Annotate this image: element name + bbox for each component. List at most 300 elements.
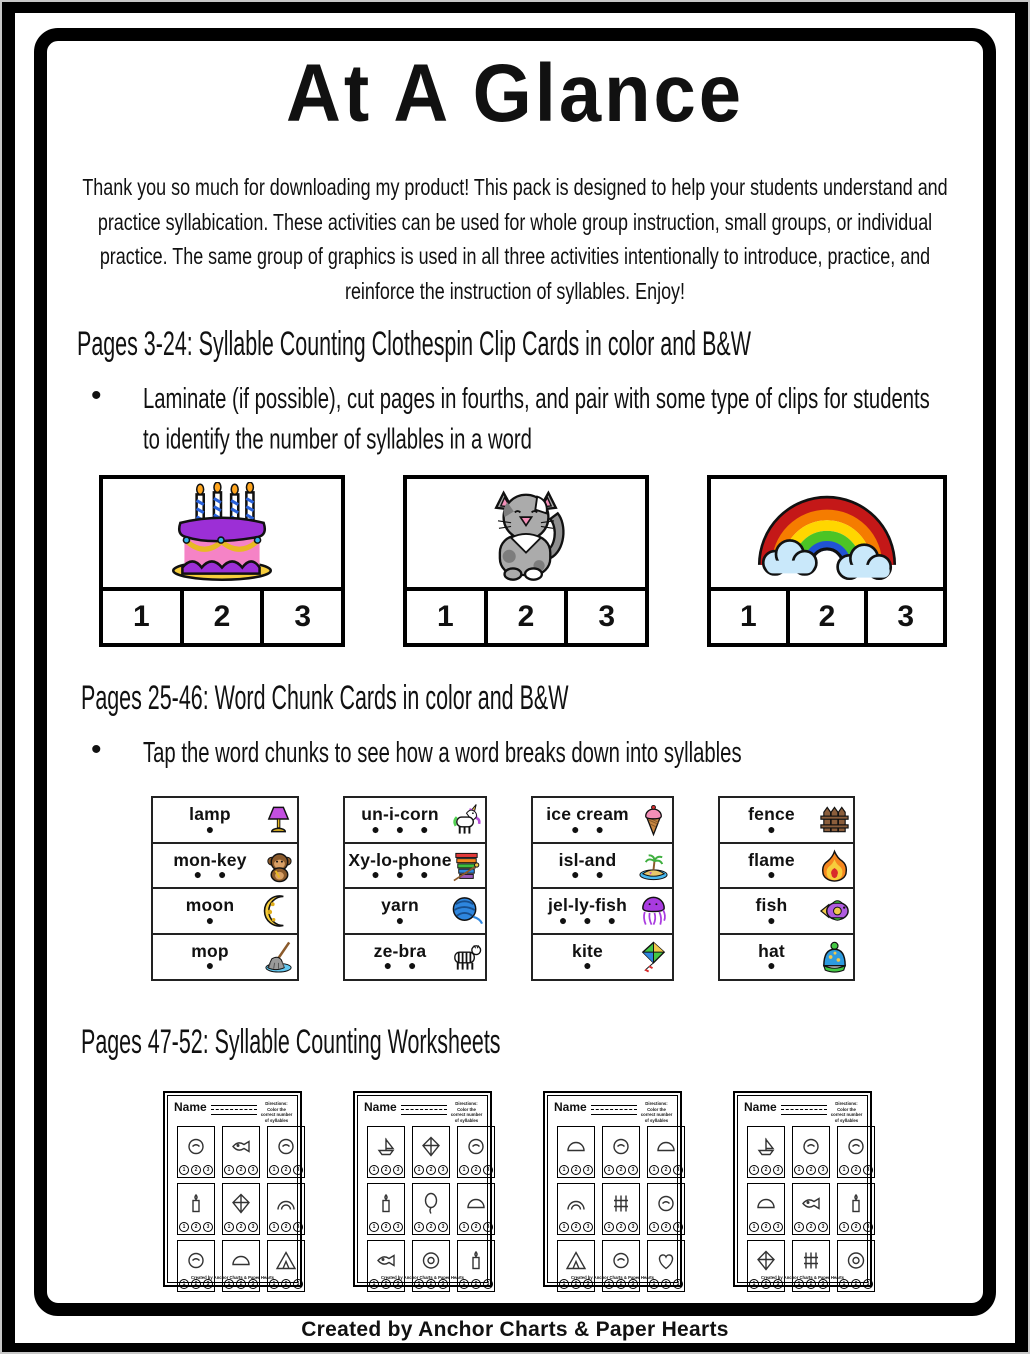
word-chunk-card-moon <box>151 887 299 935</box>
choice-circle-2: 2 <box>616 1165 626 1175</box>
choice-circle-3: 3 <box>673 1279 683 1289</box>
syllable-dots: ● ● <box>571 820 604 837</box>
choice-circle-1: 1 <box>459 1279 469 1289</box>
word-chunk-card-monkey <box>151 842 299 890</box>
cat-image <box>407 479 645 587</box>
ladder-doodle-icon <box>799 1243 823 1278</box>
choice-circle-1: 1 <box>224 1279 234 1289</box>
birthday-cake-image <box>103 479 341 587</box>
worksheet-cell-mop <box>837 1183 875 1235</box>
xylophone-icon <box>450 849 483 882</box>
syllable-choice-circles <box>224 1165 258 1175</box>
syllable-choice-circles <box>839 1222 873 1232</box>
chunk-word: mop <box>191 940 229 961</box>
sailboat-doodle-icon <box>754 1129 778 1164</box>
worksheet-cell-candy <box>457 1126 495 1178</box>
syllable-dots: ● ● <box>383 957 417 974</box>
choice-circle-1: 1 <box>604 1222 614 1232</box>
worksheet-cell-net <box>747 1240 785 1292</box>
syllable-choice-circles <box>559 1279 593 1289</box>
worksheet-cell-island <box>602 1126 640 1178</box>
choice-circle-2: 2 <box>426 1279 436 1289</box>
syllable-dots: ● ● ● <box>371 866 429 883</box>
hat-icon <box>818 940 851 973</box>
choice-circle-3: 3 <box>863 1222 873 1232</box>
choice-circle-1: 1 <box>179 1165 189 1175</box>
worksheet-cell-acorn <box>177 1126 215 1178</box>
option-1: 1 <box>103 591 184 643</box>
balloon-doodle-icon <box>419 1186 443 1221</box>
syllable-choice-circles <box>369 1165 403 1175</box>
moon-icon <box>262 895 295 928</box>
choice-circle-1: 1 <box>559 1222 569 1232</box>
clip-card-rainbow <box>707 475 947 647</box>
syllable-choice-circles <box>604 1165 638 1175</box>
syllable-choice-circles <box>649 1279 683 1289</box>
worksheet-credit: Created by Anchor Charts & Paper Hearts <box>381 1275 464 1280</box>
choice-circle-1: 1 <box>604 1279 614 1289</box>
syllable-choice-circles <box>459 1222 493 1232</box>
choice-circle-2: 2 <box>571 1279 581 1289</box>
outer-black-frame <box>2 2 1028 1352</box>
syllable-dots: ● <box>767 911 776 928</box>
chunk-word: Xy-lo-phone <box>348 849 452 870</box>
word-chunk-card-xylophone <box>343 842 487 890</box>
worksheet-inner-border <box>167 1095 300 1288</box>
choice-circle-1: 1 <box>749 1222 759 1232</box>
word-chunk-column <box>531 796 674 981</box>
syllable-choice-circles <box>749 1165 783 1175</box>
syllable-dots: ● ● ● <box>558 911 617 928</box>
worksheet-cell-flame <box>457 1240 495 1292</box>
choice-circle-2: 2 <box>571 1222 581 1232</box>
choice-circle-1: 1 <box>414 1222 424 1232</box>
syllable-choice-circles <box>794 1279 828 1289</box>
syllable-choice-circles <box>559 1222 593 1232</box>
page-border <box>34 28 996 1316</box>
ice-cream-icon <box>637 804 670 837</box>
worksheet-cell-candle <box>177 1183 215 1235</box>
chunk-word: kite <box>572 940 603 961</box>
choice-circle-2: 2 <box>236 1279 246 1289</box>
choice-circle-3: 3 <box>583 1279 593 1289</box>
worksheet-thumbnail <box>353 1091 492 1287</box>
worksheet-credit: Created by Anchor Charts & Paper Hearts <box>191 1275 274 1280</box>
choice-circle-3: 3 <box>863 1279 873 1289</box>
flame-doodle-icon <box>464 1243 488 1278</box>
word-chunk-card-hat <box>718 933 855 981</box>
worksheet-picture-grid <box>747 1126 870 1292</box>
syllable-choice-circles <box>269 1165 303 1175</box>
word-chunk-card-flame <box>718 842 855 890</box>
worksheet-credit: Created by Anchor Charts & Paper Hearts <box>761 1275 844 1280</box>
choice-circle-3: 3 <box>818 1222 828 1232</box>
syllable-choice-circles <box>839 1165 873 1175</box>
choice-circle-1: 1 <box>269 1165 279 1175</box>
choice-circle-3: 3 <box>203 1165 213 1175</box>
choice-circle-3: 3 <box>248 1279 258 1289</box>
choice-circle-2: 2 <box>191 1165 201 1175</box>
worksheet-cell-fence <box>602 1183 640 1235</box>
worksheet-cell-taco <box>222 1240 260 1292</box>
choice-circle-3: 3 <box>773 1279 783 1289</box>
worksheet-name-label: Name <box>364 1100 397 1114</box>
choice-circle-2: 2 <box>426 1165 436 1175</box>
word-chunk-cards-grid <box>151 796 855 981</box>
choice-circle-1: 1 <box>414 1165 424 1175</box>
jellyfish-icon <box>637 895 670 928</box>
syllable-choice-circles <box>649 1222 683 1232</box>
syllable-dots: ● ● ● <box>371 820 429 837</box>
worksheet-name-line <box>591 1102 637 1115</box>
choice-circle-3: 3 <box>673 1222 683 1232</box>
worksheet-cell-sailboat <box>747 1126 785 1178</box>
worksheet-cell-ice-cream <box>557 1240 595 1292</box>
word-chunk-card-mop <box>151 933 299 981</box>
choice-circle-2: 2 <box>426 1222 436 1232</box>
worksheet-inner-border <box>547 1095 680 1288</box>
worksheet-inner-border <box>737 1095 870 1288</box>
option-3: 3 <box>294 600 312 633</box>
ice-cream-doodle-icon <box>564 1243 588 1278</box>
choice-circle-2: 2 <box>616 1279 626 1289</box>
word-chunk-card-unicorn <box>343 796 487 844</box>
choice-circle-1: 1 <box>749 1165 759 1175</box>
option-3: 3 <box>598 600 616 633</box>
chunk-word: flame <box>748 849 795 870</box>
worksheet-thumbnail <box>733 1091 872 1287</box>
choice-circle-2: 2 <box>236 1222 246 1232</box>
choice-circle-3: 3 <box>628 1222 638 1232</box>
choice-circle-1: 1 <box>224 1222 234 1232</box>
option-3: 3 <box>897 600 915 633</box>
choice-circle-2: 2 <box>281 1279 291 1289</box>
fish-icon <box>818 895 851 928</box>
birthday-cake-icon <box>156 482 288 584</box>
chunk-word: fish <box>755 895 788 916</box>
yarn-doodle-icon <box>844 1243 868 1278</box>
syllable-choice-circles <box>749 1279 783 1289</box>
worksheet-cell-kite <box>222 1183 260 1235</box>
ear-doodle-icon <box>464 1186 488 1221</box>
chunk-word: moon <box>185 895 235 916</box>
worksheet-cell-hat <box>557 1126 595 1178</box>
zebra-icon <box>450 940 483 973</box>
choice-circle-1: 1 <box>794 1165 804 1175</box>
worksheet-cell-nest <box>747 1183 785 1235</box>
worksheet-cell-ear <box>457 1183 495 1235</box>
choice-circle-2: 2 <box>851 1165 861 1175</box>
choice-circle-1: 1 <box>269 1279 279 1289</box>
syllable-dots: ● <box>767 866 776 883</box>
section-heading-clip-cards: Pages 3-24: Syllable Counting Clothespin Clip Cards in color and B&W <box>77 325 751 364</box>
worksheet-cell-macaroni <box>647 1126 685 1178</box>
syllable-choice-circles <box>649 1165 683 1175</box>
choice-circle-1: 1 <box>649 1279 659 1289</box>
syllable-choice-circles <box>604 1222 638 1232</box>
worksheet-thumbnail <box>163 1091 302 1287</box>
choice-circle-1: 1 <box>369 1279 379 1289</box>
choice-circle-2: 2 <box>661 1165 671 1175</box>
syllable-dots: ● ● <box>571 866 604 883</box>
word-chunk-card-zebra <box>343 933 487 981</box>
worksheet-cell-donut <box>412 1240 450 1292</box>
word-chunk-column <box>718 796 855 981</box>
choice-circle-3: 3 <box>818 1279 828 1289</box>
choice-circle-1: 1 <box>559 1279 569 1289</box>
syllable-choice-circles <box>414 1279 448 1289</box>
worksheet-cell-horse <box>837 1126 875 1178</box>
chunk-word: yarn <box>381 895 419 916</box>
clip-cards-row <box>99 475 947 647</box>
choice-circle-1: 1 <box>749 1279 759 1289</box>
worksheet-cell-seahorse <box>792 1183 830 1235</box>
choice-circle-2: 2 <box>471 1222 481 1232</box>
option-2: 2 <box>790 591 869 643</box>
choice-circle-3: 3 <box>248 1165 258 1175</box>
syllable-choice-circles <box>604 1279 638 1289</box>
choice-circle-1: 1 <box>369 1165 379 1175</box>
worksheet-cell-jellyfish <box>557 1183 595 1235</box>
choice-circle-2: 2 <box>661 1279 671 1289</box>
macaroni-doodle-icon <box>654 1129 678 1164</box>
choice-circle-3: 3 <box>293 1165 303 1175</box>
syllable-dots: ● <box>767 957 776 974</box>
syllable-choice-circles <box>414 1222 448 1232</box>
choice-circle-1: 1 <box>794 1222 804 1232</box>
candy-doodle-icon <box>464 1129 488 1164</box>
syllable-dots: ● <box>205 820 215 837</box>
syllable-choice-circles <box>269 1222 303 1232</box>
choice-circle-3: 3 <box>393 1165 403 1175</box>
worksheet-cell-airplane <box>367 1126 405 1178</box>
syllable-choice-circles <box>459 1165 493 1175</box>
worksheet-cell-ladybug <box>177 1240 215 1292</box>
worksheet-cell-octopus <box>267 1126 305 1178</box>
worksheet-name-label: Name <box>174 1100 207 1114</box>
choice-circle-2: 2 <box>281 1165 291 1175</box>
lamp-icon <box>262 804 295 837</box>
choice-circle-2: 2 <box>761 1165 771 1175</box>
syllable-dots: ● <box>205 957 215 974</box>
word-chunk-column <box>343 796 487 981</box>
syllable-options <box>711 587 943 643</box>
clip-card-cat <box>403 475 649 647</box>
choice-circle-1: 1 <box>459 1165 469 1175</box>
choice-circle-2: 2 <box>571 1165 581 1175</box>
worksheet-picture-grid <box>557 1126 680 1292</box>
choice-circle-1: 1 <box>839 1222 849 1232</box>
syllable-choice-circles <box>749 1222 783 1232</box>
worksheet-cell-cake <box>367 1183 405 1235</box>
fence-doodle-icon <box>609 1186 633 1221</box>
worksheet-credit: Created by Anchor Charts & Paper Hearts <box>571 1275 654 1280</box>
choice-circle-1: 1 <box>224 1165 234 1175</box>
worksheet-picture-grid <box>367 1126 490 1292</box>
airplane-doodle-icon <box>374 1129 398 1164</box>
rainbow-icon <box>747 482 907 584</box>
choice-circle-2: 2 <box>851 1279 861 1289</box>
choice-circle-1: 1 <box>414 1279 424 1289</box>
bullet-clip-cards: • Laminate (if possible), cut pages in fourths, and pair with some type of clips for students to identify the number of syllables in a word <box>91 379 930 456</box>
choice-circle-2: 2 <box>806 1165 816 1175</box>
choice-circle-3: 3 <box>628 1279 638 1289</box>
syllable-choice-circles <box>839 1279 873 1289</box>
chunk-word: ze-bra <box>373 940 427 961</box>
chunk-word: fence <box>748 804 795 825</box>
choice-circle-3: 3 <box>438 1279 448 1289</box>
bullet-word-chunks: • Tap the word chunks to see how a word breaks down into syllables <box>91 733 742 769</box>
worksheet-cell-yarn <box>837 1240 875 1292</box>
monkey-icon <box>262 849 295 882</box>
page-footer-credit: Created by Anchor Charts & Paper Hearts <box>301 1318 729 1341</box>
choice-circle-1: 1 <box>794 1279 804 1289</box>
kite-icon <box>637 940 670 973</box>
choice-circle-1: 1 <box>649 1165 659 1175</box>
choice-circle-3: 3 <box>773 1222 783 1232</box>
syllable-choice-circles <box>459 1279 493 1289</box>
choice-circle-2: 2 <box>661 1222 671 1232</box>
worksheet-cell-koala <box>602 1240 640 1292</box>
donut-doodle-icon <box>419 1243 443 1278</box>
chunk-word: jel-ly-fish <box>547 895 628 916</box>
word-chunk-card-jellyfish <box>531 887 674 935</box>
choice-circle-3: 3 <box>483 1165 493 1175</box>
net-doodle-icon <box>754 1243 778 1278</box>
jellyfish-doodle-icon <box>564 1186 588 1221</box>
choice-circle-2: 2 <box>236 1165 246 1175</box>
clip-card-cake <box>99 475 345 647</box>
worksheet-cell-fish <box>222 1126 260 1178</box>
word-chunk-card-fence <box>718 796 855 844</box>
seahorse-doodle-icon <box>799 1186 823 1221</box>
cat-icon <box>470 483 582 583</box>
syllable-dots: ● <box>205 911 215 928</box>
syllable-options <box>103 587 341 643</box>
fish-doodle-icon <box>229 1129 253 1164</box>
syllable-choice-circles <box>179 1222 213 1232</box>
bullet-dot: • <box>91 733 102 766</box>
worksheet-name-label: Name <box>744 1100 777 1114</box>
choice-circle-3: 3 <box>628 1165 638 1175</box>
choice-circle-1: 1 <box>649 1222 659 1232</box>
cat-doodle-icon <box>654 1186 678 1221</box>
taco-doodle-icon <box>229 1243 253 1278</box>
word-chunk-column <box>151 796 299 981</box>
choice-circle-3: 3 <box>393 1279 403 1289</box>
worksheet-cell-cat <box>647 1183 685 1235</box>
word-chunk-card-fish <box>718 887 855 935</box>
horse-doodle-icon <box>844 1129 868 1164</box>
nest-doodle-icon <box>754 1186 778 1221</box>
choice-circle-3: 3 <box>393 1222 403 1232</box>
worksheet-thumbnails-row <box>163 1091 872 1287</box>
word-chunk-card-kite <box>531 933 674 981</box>
choice-circle-2: 2 <box>761 1222 771 1232</box>
choice-circle-2: 2 <box>191 1279 201 1289</box>
syllable-choice-circles <box>179 1279 213 1289</box>
choice-circle-3: 3 <box>203 1222 213 1232</box>
choice-circle-3: 3 <box>773 1165 783 1175</box>
chunk-word: hat <box>758 940 785 961</box>
word-chunk-card-lamp <box>151 796 299 844</box>
acorn-doodle-icon <box>184 1129 208 1164</box>
document-page <box>15 13 1015 1343</box>
flame-icon <box>818 849 851 882</box>
syllable-choice-circles <box>269 1279 303 1289</box>
worksheet-name-line <box>781 1102 827 1115</box>
section-heading-word-chunks: Pages 25-46: Word Chunk Cards in color and B&W <box>81 679 569 718</box>
worksheet-inner-border <box>357 1095 490 1288</box>
choice-circle-2: 2 <box>471 1279 481 1289</box>
worksheet-thumbnail <box>543 1091 682 1287</box>
syllable-choice-circles <box>224 1279 258 1289</box>
chunk-word: un-i-corn <box>361 804 439 825</box>
worksheet-cell-rainbow <box>267 1183 305 1235</box>
hat-doodle-icon <box>564 1129 588 1164</box>
syllable-dots: ● <box>583 957 592 974</box>
choice-circle-3: 3 <box>203 1279 213 1289</box>
choice-circle-3: 3 <box>863 1165 873 1175</box>
rainbow-doodle-icon <box>274 1186 298 1221</box>
worksheet-picture-grid <box>177 1126 300 1292</box>
worksheet-name-label: Name <box>554 1100 587 1114</box>
island-doodle-icon <box>609 1129 633 1164</box>
section-heading-worksheets: Pages 47-52: Syllable Counting Worksheets <box>81 1023 501 1062</box>
choice-circle-2: 2 <box>381 1222 391 1232</box>
choice-circle-3: 3 <box>483 1222 493 1232</box>
worksheet-directions: Directions: Color the correct number of syllables <box>450 1101 483 1123</box>
word-chunk-card-island <box>531 842 674 890</box>
worksheet-cell-heart <box>647 1240 685 1292</box>
intro-paragraph: Thank you so much for downloading my product! This pack is designed to help your students understand and practice syllabication. These activities can be used for whole group instruction, small groups, or individual practice. The same group of graphics is used in all three activities intentionally to introduce, practice, and reinforce the instruction of syllables. Enjoy! <box>82 174 948 304</box>
word-chunk-card-ice-cream <box>531 796 674 844</box>
option-2: 2 <box>488 591 569 643</box>
choice-circle-3: 3 <box>293 1279 303 1289</box>
rabbit-doodle-icon <box>799 1129 823 1164</box>
eagle-doodle-icon <box>374 1243 398 1278</box>
chunk-word: isl-and <box>558 849 617 870</box>
syllable-dots: ● <box>395 911 405 928</box>
choice-circle-1: 1 <box>179 1279 189 1289</box>
choice-circle-2: 2 <box>381 1165 391 1175</box>
syllable-options <box>407 587 645 643</box>
worksheet-cell-ladder <box>792 1240 830 1292</box>
worksheet-directions: Directions: Color the correct number of syllables <box>640 1101 673 1123</box>
heart-doodle-icon <box>654 1243 678 1278</box>
choice-circle-2: 2 <box>761 1279 771 1289</box>
option-2: 2 <box>184 591 265 643</box>
choice-circle-1: 1 <box>604 1165 614 1175</box>
choice-circle-3: 3 <box>483 1279 493 1289</box>
choice-circle-3: 3 <box>438 1165 448 1175</box>
worksheet-name-line <box>401 1102 447 1115</box>
worksheet-directions: Directions: Color the correct number of syllables <box>260 1101 293 1123</box>
choice-circle-2: 2 <box>191 1222 201 1232</box>
choice-circle-3: 3 <box>583 1222 593 1232</box>
option-1: 1 <box>407 591 488 643</box>
choice-circle-2: 2 <box>806 1222 816 1232</box>
worksheet-cell-tent <box>267 1240 305 1292</box>
choice-circle-2: 2 <box>851 1222 861 1232</box>
cake-doodle-icon <box>374 1186 398 1221</box>
choice-circle-2: 2 <box>381 1279 391 1289</box>
choice-circle-3: 3 <box>673 1165 683 1175</box>
chunk-word: ice cream <box>546 804 629 825</box>
ladybug-doodle-icon <box>184 1243 208 1278</box>
yarn-icon <box>450 895 483 928</box>
choice-circle-2: 2 <box>806 1279 816 1289</box>
